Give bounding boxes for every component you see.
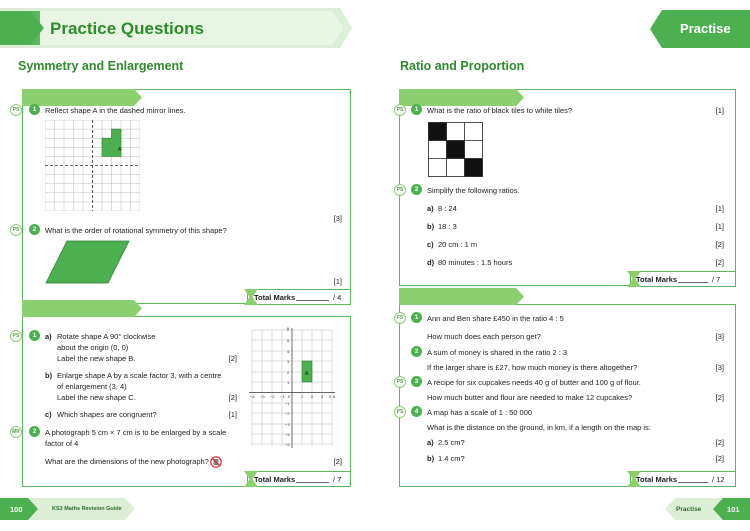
shape-a-label: A (118, 147, 122, 153)
tile-grid (428, 122, 484, 178)
ratio-item: 18 : 3 (438, 222, 457, 231)
total-marks-value: / 7 (712, 275, 721, 284)
mark: [3] (715, 332, 724, 341)
ps-badge: PS (10, 224, 22, 236)
total-marks-label: Total Marks (254, 475, 296, 484)
question-text: What is the ratio of black tiles to white tiles? (427, 106, 573, 115)
question-text: A recipe for six cupcakes needs 40 g of butter and 100 g of flour. (427, 378, 641, 387)
ps-badge: PS (394, 376, 406, 388)
mark: [2] (228, 393, 237, 402)
question-number: 1 (29, 330, 40, 341)
ps-badge: PS (10, 330, 22, 342)
mark: [2] (715, 454, 724, 463)
x-tick: 3 (321, 394, 324, 399)
question-text: Rotate shape A 90° clockwise (57, 332, 156, 341)
y-tick: −1 (285, 401, 290, 406)
part-letter: b) (427, 222, 435, 231)
total-marks-value: / 7 (333, 475, 342, 484)
practise-tag: Practise (680, 21, 731, 36)
black-tile (429, 123, 447, 141)
question-text: factor of 4 (45, 439, 79, 448)
question-text: Enlarge shape A by a scale factor 3, with a centre (57, 371, 222, 380)
y-tick: 2 (287, 370, 290, 375)
coordinate-grid (247, 325, 337, 451)
mark: [1] (715, 204, 724, 213)
mark: [2] (715, 393, 724, 402)
question-number: 2 (411, 346, 422, 357)
ps-badge: PS (394, 104, 406, 116)
mr-badge: MR (10, 426, 22, 438)
ps-badge: PS (394, 184, 406, 196)
mark: [2] (715, 438, 724, 447)
footer-practise: Practise (676, 506, 702, 513)
panel-tab (22, 300, 142, 317)
part-letter: a) (427, 438, 434, 447)
question-text: 2.5 cm? (438, 438, 465, 447)
x-tick: 1 (301, 394, 304, 399)
question-text: Ann and Ben share £450 in the ratio 4 : 5 (427, 314, 564, 323)
question-number: 3 (411, 376, 422, 387)
question-text: Label the new shape B. (57, 354, 136, 363)
ratio-item: 20 cm : 1 m (438, 240, 478, 249)
x-tick: 2 (311, 394, 314, 399)
question-text: of enlargement (3, 4) (57, 382, 127, 391)
y-tick: 1 (287, 380, 290, 385)
question-text: A sum of money is shared in the ratio 2 : 3 (427, 348, 568, 357)
page-number-left: 100 (10, 505, 23, 514)
total-marks-value: / 12 (712, 475, 725, 484)
page-number-right: 101 (727, 505, 740, 514)
question-text: How much butter and flour are needed to make 12 cupcakes? (427, 393, 633, 402)
question-number: 1 (411, 104, 422, 115)
x-tick: 4 (329, 394, 332, 399)
question-number: 2 (411, 184, 422, 195)
mark: [2] (715, 240, 724, 249)
total-marks-label: Total Marks (636, 475, 678, 484)
question-number: 2 (29, 224, 40, 235)
black-tile (447, 141, 465, 159)
total-marks-value: / 4 (333, 293, 342, 302)
y-tick: 5 (287, 338, 290, 343)
black-tile (465, 159, 483, 177)
fs-badge: FS (394, 312, 406, 324)
mark: [3] (715, 363, 724, 372)
x-tick: −3 (260, 394, 265, 399)
ps-badge: PS (394, 406, 406, 418)
x-tick: 0 (288, 394, 291, 399)
question-text: Label the new shape C. (57, 393, 136, 402)
mark: [1] (715, 106, 724, 115)
panel-tab (399, 288, 524, 305)
total-marks-label: Total Marks (636, 275, 678, 284)
question-number: 1 (29, 104, 40, 115)
ps-badge: PS (10, 104, 22, 116)
question-text: What is the distance on the ground, in km, if a length on the map is: (427, 423, 651, 432)
y-tick: −4 (285, 432, 290, 437)
ratio-item: 8 : 24 (438, 204, 457, 213)
x-tick: −4 (250, 394, 255, 399)
total-marks-line (296, 300, 329, 301)
footer-book-title: KS3 Maths Revision Guide (52, 506, 122, 512)
y-tick: −5 (285, 442, 290, 447)
question-text: If the larger share is £27, how much money is there altogether? (427, 363, 638, 372)
x-tick: −2 (270, 394, 275, 399)
part-letter: d) (427, 258, 435, 267)
no-calculator-icon (210, 456, 222, 468)
question-number: 1 (411, 312, 422, 323)
part-letter: b) (45, 371, 53, 380)
mark: [2] (715, 258, 724, 267)
mark: [1] (228, 410, 237, 419)
part-letter: c) (45, 410, 52, 419)
question-number: 4 (411, 406, 422, 417)
y-tick: −3 (285, 422, 290, 427)
mark: [3] (333, 214, 342, 223)
mark: [1] (333, 277, 342, 286)
ratio-item: 80 minutes : 1.5 hours (438, 258, 513, 267)
question-text: A map has a scale of 1 : 50 000 (427, 408, 533, 417)
y-tick: 4 (287, 349, 290, 354)
question-text: How much does each person get? (427, 332, 541, 341)
y-axis-label: y (287, 326, 290, 331)
y-tick: 3 (287, 359, 290, 364)
total-marks-label: Total Marks (254, 293, 296, 302)
section-title-ratio: Ratio and Proportion (400, 59, 525, 73)
panel-tab (22, 89, 142, 106)
shape-a-label: A (305, 371, 309, 377)
total-marks-line (678, 282, 708, 283)
question-text: Which shapes are congruent? (57, 410, 157, 419)
y-tick: −2 (285, 411, 290, 416)
question-text: Reflect shape A in the dashed mirror lines. (45, 106, 186, 115)
mark: [2] (333, 457, 342, 466)
part-letter: b) (427, 454, 435, 463)
mark: [2] (228, 354, 237, 363)
question-text: 1.4 cm? (438, 454, 465, 463)
total-marks-line (678, 482, 708, 483)
question-text: about the origin (0, 0) (57, 343, 129, 352)
question-number: 2 (29, 426, 40, 437)
section-title-symmetry: Symmetry and Enlargement (18, 59, 184, 73)
part-letter: a) (45, 332, 52, 341)
part-letter: a) (427, 204, 434, 213)
question-text: What is the order of rotational symmetry of this shape? (45, 226, 227, 235)
x-tick: −1 (280, 394, 285, 399)
reflection-grid (45, 120, 140, 211)
page-title: Practice Questions (50, 19, 205, 38)
mark: [1] (715, 222, 724, 231)
parallelogram-shape (45, 240, 130, 284)
question-text: What are the dimensions of the new photograph? (45, 457, 209, 466)
part-letter: c) (427, 240, 434, 249)
total-marks-line (296, 482, 329, 483)
question-text: A photograph 5 cm × 7 cm is to be enlarged by a scale (45, 428, 227, 437)
question-text: Simplify the following ratios. (427, 186, 520, 195)
x-axis-label: x (333, 394, 336, 399)
